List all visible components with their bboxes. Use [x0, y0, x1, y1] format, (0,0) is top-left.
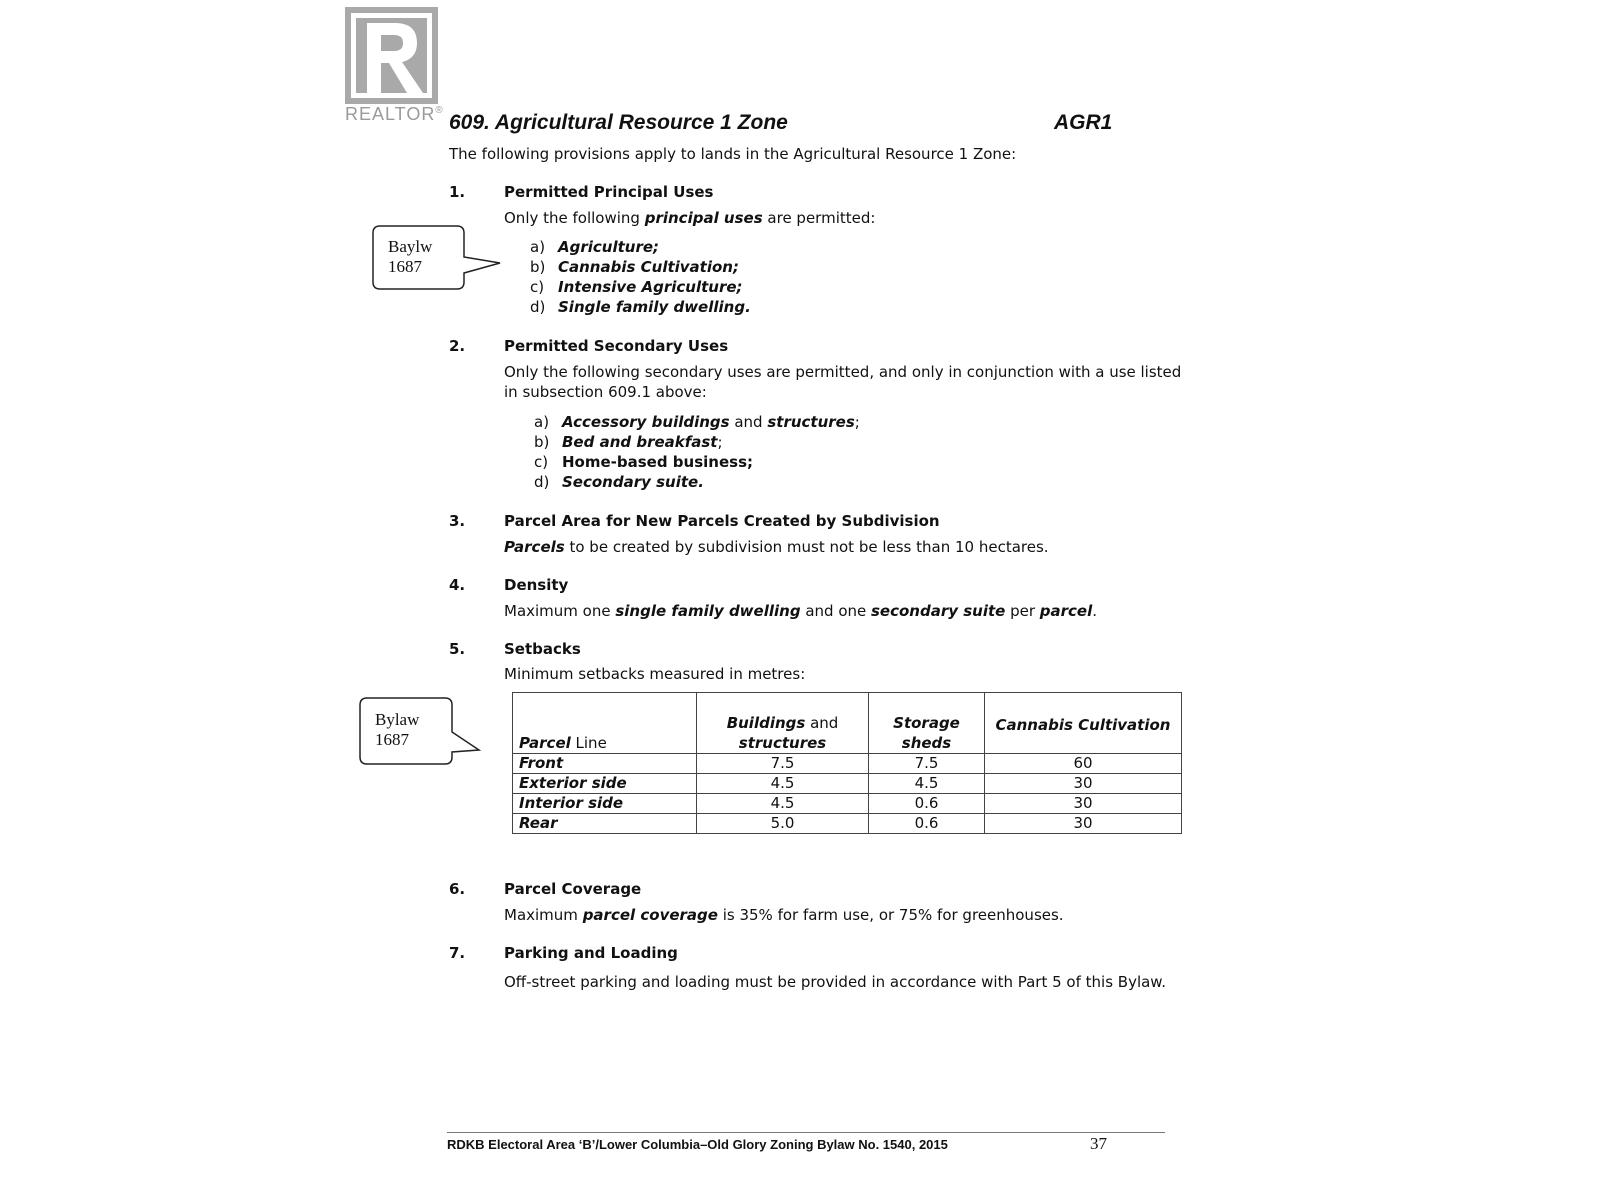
page-title: 609. Agricultural Resource 1 Zone	[449, 111, 788, 134]
table-row	[513, 794, 1182, 814]
column-header: Buildings and structures	[697, 693, 869, 754]
footer-text: RDKB Electoral Area ‘B’/Lower Columbia–Old Glory Zoning Bylaw No. 1540, 2015	[447, 1137, 948, 1152]
table-cell: Front	[513, 754, 697, 774]
table-cell: 30	[985, 814, 1182, 834]
section-text: Maximum parcel coverage is 35% for farm use, or 75% for greenhouses.	[504, 906, 1064, 924]
section-number: 5.	[449, 640, 466, 658]
zone-code: AGR1	[1054, 111, 1113, 134]
callout-text: Bylaw 1687	[375, 710, 420, 749]
section-number: 4.	[449, 576, 466, 594]
secondary-uses-list	[534, 412, 860, 492]
section-number: 6.	[449, 880, 466, 898]
section-text: Off-street parking and loading must be provided in accordance with Part 5 of this Bylaw.	[504, 973, 1166, 991]
table-cell: 7.5	[697, 754, 869, 774]
realtor-logo-text: REALTOR®	[345, 104, 444, 124]
column-header: Storage sheds	[869, 693, 985, 754]
page-number: 37	[1090, 1134, 1107, 1153]
section-heading: Permitted Secondary Uses	[504, 337, 729, 355]
table-cell: 4.5	[697, 794, 869, 814]
table-cell: 30	[985, 774, 1182, 794]
intro-text: The following provisions apply to lands in the Agricultural Resource 1 Zone:	[449, 145, 1017, 163]
section-heading: Parcel Coverage	[504, 880, 642, 898]
section-number: 1.	[449, 183, 466, 201]
section-heading: Parcel Area for New Parcels Created by Subdivision	[504, 512, 940, 530]
table-cell: 4.5	[697, 774, 869, 794]
section-text: Minimum setbacks measured in metres:	[504, 665, 806, 683]
table-cell: 7.5	[869, 754, 985, 774]
section-heading: Density	[504, 576, 569, 594]
table-cell: 0.6	[869, 814, 985, 834]
list-item: c) Intensive Agriculture;	[530, 278, 743, 296]
table-cell: 60	[985, 754, 1182, 774]
column-header: Cannabis Cultivation	[985, 693, 1182, 754]
table-row	[513, 754, 1182, 774]
list-item: c) Home-based business;	[534, 453, 754, 471]
table-cell: Exterior side	[513, 774, 697, 794]
list-item: a) Agriculture;	[530, 238, 660, 256]
footer-divider	[447, 1132, 1165, 1133]
list-item: a) Accessory buildings and structures;	[534, 413, 860, 431]
section-text: Parcels to be created by subdivision must not be less than 10 hectares.	[504, 538, 1049, 556]
table-row	[513, 774, 1182, 794]
realtor-r-icon	[345, 7, 438, 104]
setbacks-table	[512, 692, 1182, 834]
table-cell: 0.6	[869, 794, 985, 814]
column-header: Parcel Line	[513, 693, 697, 754]
list-item: b) Bed and breakfast;	[534, 433, 723, 451]
section-heading: Setbacks	[504, 640, 581, 658]
realtor-logo	[345, 7, 438, 104]
table-cell: Rear	[513, 814, 697, 834]
section-text: Maximum one single family dwelling and one secondary suite per parcel.	[504, 602, 1098, 620]
section-text: Only the following principal uses are permitted:	[504, 209, 876, 227]
section-heading: Permitted Principal Uses	[504, 183, 714, 201]
table-header-row	[513, 693, 1182, 754]
section-number: 2.	[449, 337, 466, 355]
callout-text: Baylw 1687	[388, 237, 433, 276]
list-item: b) Cannabis Cultivation;	[530, 258, 739, 276]
table-cell: 30	[985, 794, 1182, 814]
section-heading: Parking and Loading	[504, 944, 678, 962]
list-item: d) Secondary suite.	[534, 473, 704, 491]
section-text: Only the following secondary uses are permitted, and only in conjunction with a use listed in subsection 609.1 above:	[504, 363, 1182, 401]
table-row	[513, 814, 1182, 834]
table-cell: 5.0	[697, 814, 869, 834]
table-cell: Interior side	[513, 794, 697, 814]
list-item: d) Single family dwelling.	[530, 298, 751, 316]
section-number: 7.	[449, 944, 466, 962]
table-cell: 4.5	[869, 774, 985, 794]
principal-uses-list	[530, 237, 751, 317]
section-number: 3.	[449, 512, 466, 530]
